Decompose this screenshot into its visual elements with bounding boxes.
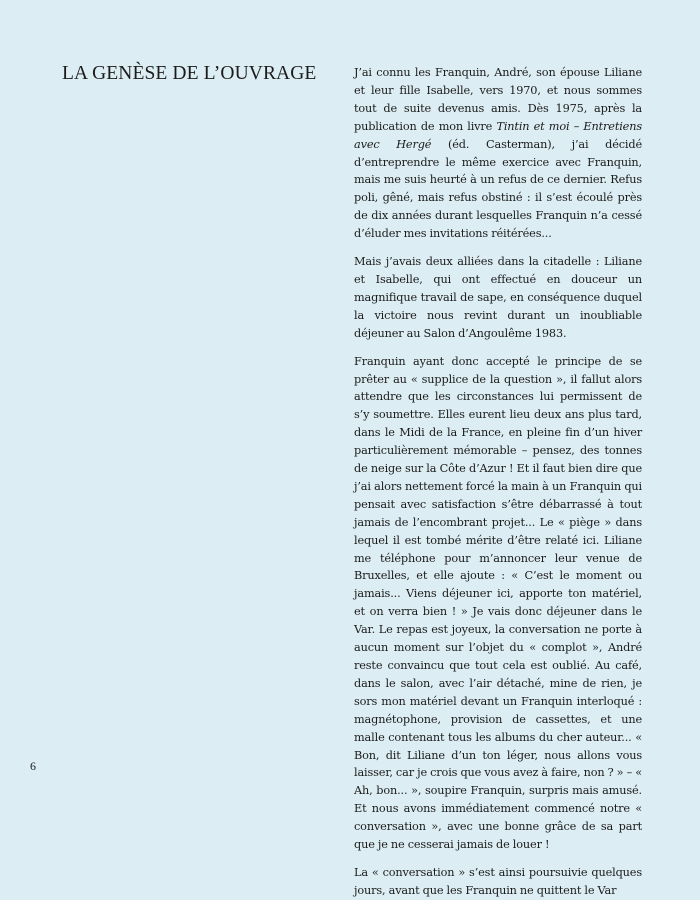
book-title-italic: Tintin et moi – Entretiens avec Hergé — [354, 119, 642, 151]
paragraph-1-before: J’ai connu les Franquin, André, son épouse Liliane et leur fille Isabelle, vers 1970, et nous sommes tout de suite devenus amis. Dès 1975, après la publication de mon livre — [354, 66, 642, 133]
paragraph-3: Franquin ayant donc accepté le principe de se prêter au « supplice de la question », il fallut alors attendre que les circonstances lui permissent de s’y soumettre. Elles eurent lieu deux ans plus tard, dans le Midi de la France, en pleine fin d’un hiver particulièrement mémorable – pensez, des tonnes de neige sur la Côte d’Azur ! Et il faut bien dire que j’ai alors nettement forcé la main à un Franquin qui pensait avec satisfaction s’être débarrassé à tout jamais de l’encombrant projet... Le « piège » dans lequel il est tombé mérite d’être relaté ici. Liliane me téléphone pour m’annoncer leur venue de Bruxelles, et elle ajoute : « C’est le moment ou jamais... Viens déjeuner ici, apporte ton matériel, et on verra bien ! » Je vais donc déjeuner dans le Var. Le repas est joyeux, la conversation ne porte à aucun moment sur l’objet du « complot », André reste convaincu que tout cela est oublié. Au café, dans le salon, avec l’air détaché, mine de rien, je sors mon matériel devant un Franquin interloqué : magnétophone, provision de cassettes, et une malle contenant tous les albums du cher auteur... « Bon, dit Liliane d’un ton léger, nous allons vous laisser, car je crois que vous avez à faire, non ? » – « Ah, bon... », soupire Franquin, surpris mais amusé. Et nous avons immédiatement commencé notre « conversation », avec une bonne grâce de sa part que je ne cesserai jamais de louer ! — [354, 354, 642, 852]
paragraph-4: La « conversation » s’est ainsi poursuivie quelques jours, avant que les Franquin ne quittent le Var — [354, 865, 642, 897]
page-number: 6 — [30, 759, 36, 773]
paragraph-2: Mais j’avais deux alliées dans la citadelle : Liliane et Isabelle, qui ont effectué en douceur un magnifique travail de sape, en conséquence duquel la victoire nous revint durant un inoubliable déjeuner au Salon d’Angoulême 1983. — [354, 255, 642, 340]
page-title: LA GENÈSE DE L’OUVRAGE — [62, 63, 317, 84]
paragraph-1-after: (éd. Casterman), j’ai décidé d’entreprendre le même exercice avec Franquin, mais me suis heurté à un refus de ce dernier. Refus poli, gêné, mais refus obstiné : il s’est écoulé près de dix années durant lesquelles Franquin n’a cessé d’éluder mes invitations réitérées... — [354, 137, 642, 241]
body-text-column — [354, 64, 642, 897]
paragraph-1 — [354, 64, 642, 243]
